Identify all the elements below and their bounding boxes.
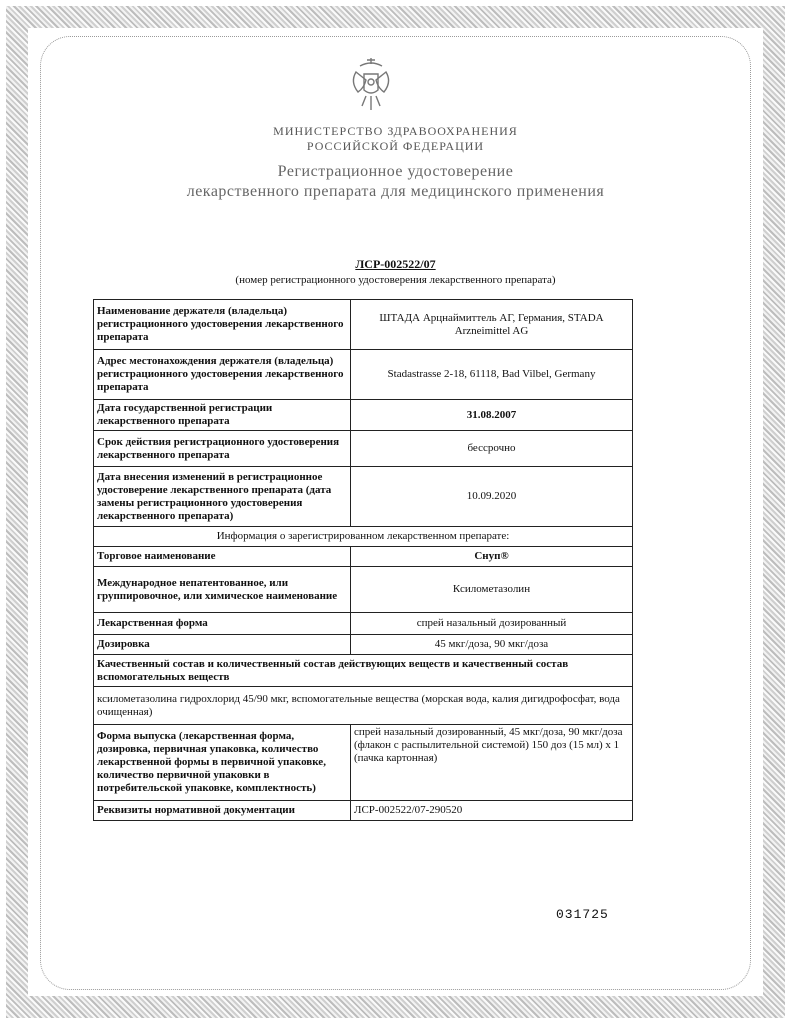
ministry-line-2: РОССИЙСКОЙ ФЕДЕРАЦИИ <box>306 139 485 153</box>
changes-date-label: Дата внесения изменений в регистрационное удостоверение лекарственного препарата (дата замены регистрационного удостоверения лекарственного препарата) <box>94 467 351 527</box>
table-row <box>94 613 633 635</box>
ministry-line-1: МИНИСТЕРСТВО ЗДРАВООХРАНЕНИЯ <box>273 124 518 138</box>
registration-date-label: Дата государственной регистрации лекарственного препарата <box>94 400 351 431</box>
validity-label: Срок действия регистрационного удостоверения лекарственного препарата <box>94 431 351 467</box>
holder-name-label: Наименование держателя (владельца) регистрационного удостоверения лекарственного препарата <box>94 300 351 350</box>
composition-text: ксилометазолина гидрохлорид 45/90 мкг, вспомогательные вещества (морская вода, калия дигидрофосфат, вода очищенная) <box>94 687 633 725</box>
trade-name-label: Торговое наименование <box>94 547 351 567</box>
table-row <box>94 655 633 687</box>
table-row <box>94 801 633 821</box>
table-row <box>94 400 633 431</box>
certificate-table <box>93 299 633 821</box>
normative-docs-label: Реквизиты нормативной документации <box>94 801 351 821</box>
inn-value: Ксилометазолин <box>351 567 633 613</box>
serial-number: 031725 <box>556 907 609 922</box>
table-row <box>94 725 633 801</box>
document-title-line-1: Регистрационное удостоверение <box>277 163 514 180</box>
table-row <box>94 527 633 547</box>
dosage-value: 45 мкг/доза, 90 мкг/доза <box>351 635 633 655</box>
table-row <box>94 300 633 350</box>
release-form-value: спрей назальный дозированный, 45 мкг/доза, 90 мкг/доза (флакон с распылительной системой) 150 доз (15 мл) х 1 (пачка картонная) <box>351 725 633 801</box>
validity-value: бессрочно <box>351 431 633 467</box>
table-row <box>94 350 633 400</box>
drug-info-header: Информация о зарегистрированном лекарственном препарате: <box>94 527 633 547</box>
registration-number: ЛСР-002522/07 <box>355 257 436 271</box>
table-row <box>94 567 633 613</box>
trade-name-value: Снуп® <box>351 547 633 567</box>
table-row <box>94 687 633 725</box>
table-row <box>94 467 633 527</box>
holder-address-label: Адрес местонахождения держателя (владельца) регистрационного удостоверения лекарственного препарата <box>94 350 351 400</box>
registration-date-value: 31.08.2007 <box>351 400 633 431</box>
table-row <box>94 547 633 567</box>
dosage-label: Дозировка <box>94 635 351 655</box>
composition-heading: Качественный состав и количественный состав действующих веществ и качественный состав вспомогательных веществ <box>94 655 633 687</box>
table-row <box>94 635 633 655</box>
dosage-form-label: Лекарственная форма <box>94 613 351 635</box>
table-row <box>94 431 633 467</box>
release-form-label: Форма выпуска (лекарственная форма, дозировка, первичная упаковка, количество лекарственной формы в первичной упаковке, количество первичной упаковки в потребительской упаковке, комплектность) <box>94 725 351 801</box>
holder-address-value: Stadastrasse 2-18, 61118, Bad Vilbel, Germany <box>351 350 633 400</box>
coat-of-arms-icon <box>346 52 396 116</box>
inn-label: Международное непатентованное, или группировочное, или химическое наименование <box>94 567 351 613</box>
normative-docs-value: ЛСР-002522/07-290520 <box>351 801 633 821</box>
holder-name-value: ШТАДА Арцнаймиттель АГ, Германия, STADA Arzneimittel AG <box>351 300 633 350</box>
registration-number-caption: (номер регистрационного удостоверения лекарственного препарата) <box>235 274 556 286</box>
document-title-line-2: лекарственного препарата для медицинского применения <box>186 183 605 200</box>
changes-date-value: 10.09.2020 <box>351 467 633 527</box>
dosage-form-value: спрей назальный дозированный <box>351 613 633 635</box>
